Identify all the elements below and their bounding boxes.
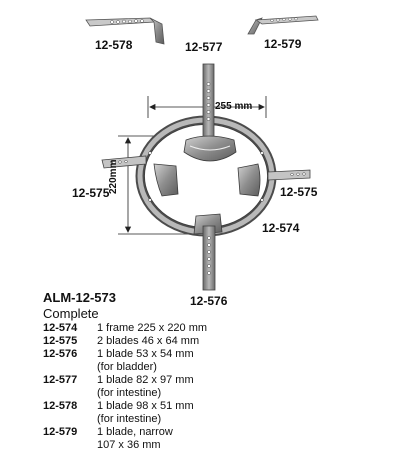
- part-code: 12-575: [43, 335, 78, 347]
- part-description: 2 blades 46 x 64 mm: [97, 335, 200, 347]
- part-code: 12-578: [43, 400, 78, 412]
- product-code: ALM-12-573: [43, 290, 116, 305]
- width-dimension-label: 255 mm: [215, 101, 253, 112]
- part-description: 1 blade 82 x 97 mm: [97, 374, 194, 386]
- part-description: 1 frame 225 x 220 mm: [97, 322, 208, 334]
- label-12-579: 12-579: [264, 37, 302, 51]
- height-dimension-label: 220mm: [108, 159, 119, 194]
- label-12-574: 12-574: [262, 221, 300, 235]
- label-12-575-left: 12-575: [72, 186, 110, 200]
- part-description: 1 blade 53 x 54 mm: [97, 348, 194, 360]
- product-subtitle: Complete: [43, 306, 99, 321]
- label-12-578: 12-578: [95, 38, 133, 52]
- part-description: 1 blade, narrow: [97, 426, 173, 438]
- blade-579-image: [248, 16, 318, 34]
- label-12-577: 12-577: [185, 40, 223, 54]
- part-description: 1 blade 98 x 51 mm: [97, 400, 194, 412]
- part-code: 12-579: [43, 426, 78, 438]
- label-12-575-right: 12-575: [280, 185, 318, 199]
- part-code: 12-576: [43, 348, 78, 360]
- part-note: 107 x 36 mm: [97, 439, 161, 451]
- part-note: (for intestine): [97, 413, 162, 425]
- part-note: (for intestine): [97, 387, 162, 399]
- part-note: (for bladder): [97, 361, 157, 373]
- label-12-576: 12-576: [190, 294, 228, 308]
- part-code: 12-577: [43, 374, 78, 386]
- blade-577-image: [184, 64, 236, 161]
- blade-576-image: [194, 214, 222, 290]
- part-code: 12-574: [43, 322, 78, 334]
